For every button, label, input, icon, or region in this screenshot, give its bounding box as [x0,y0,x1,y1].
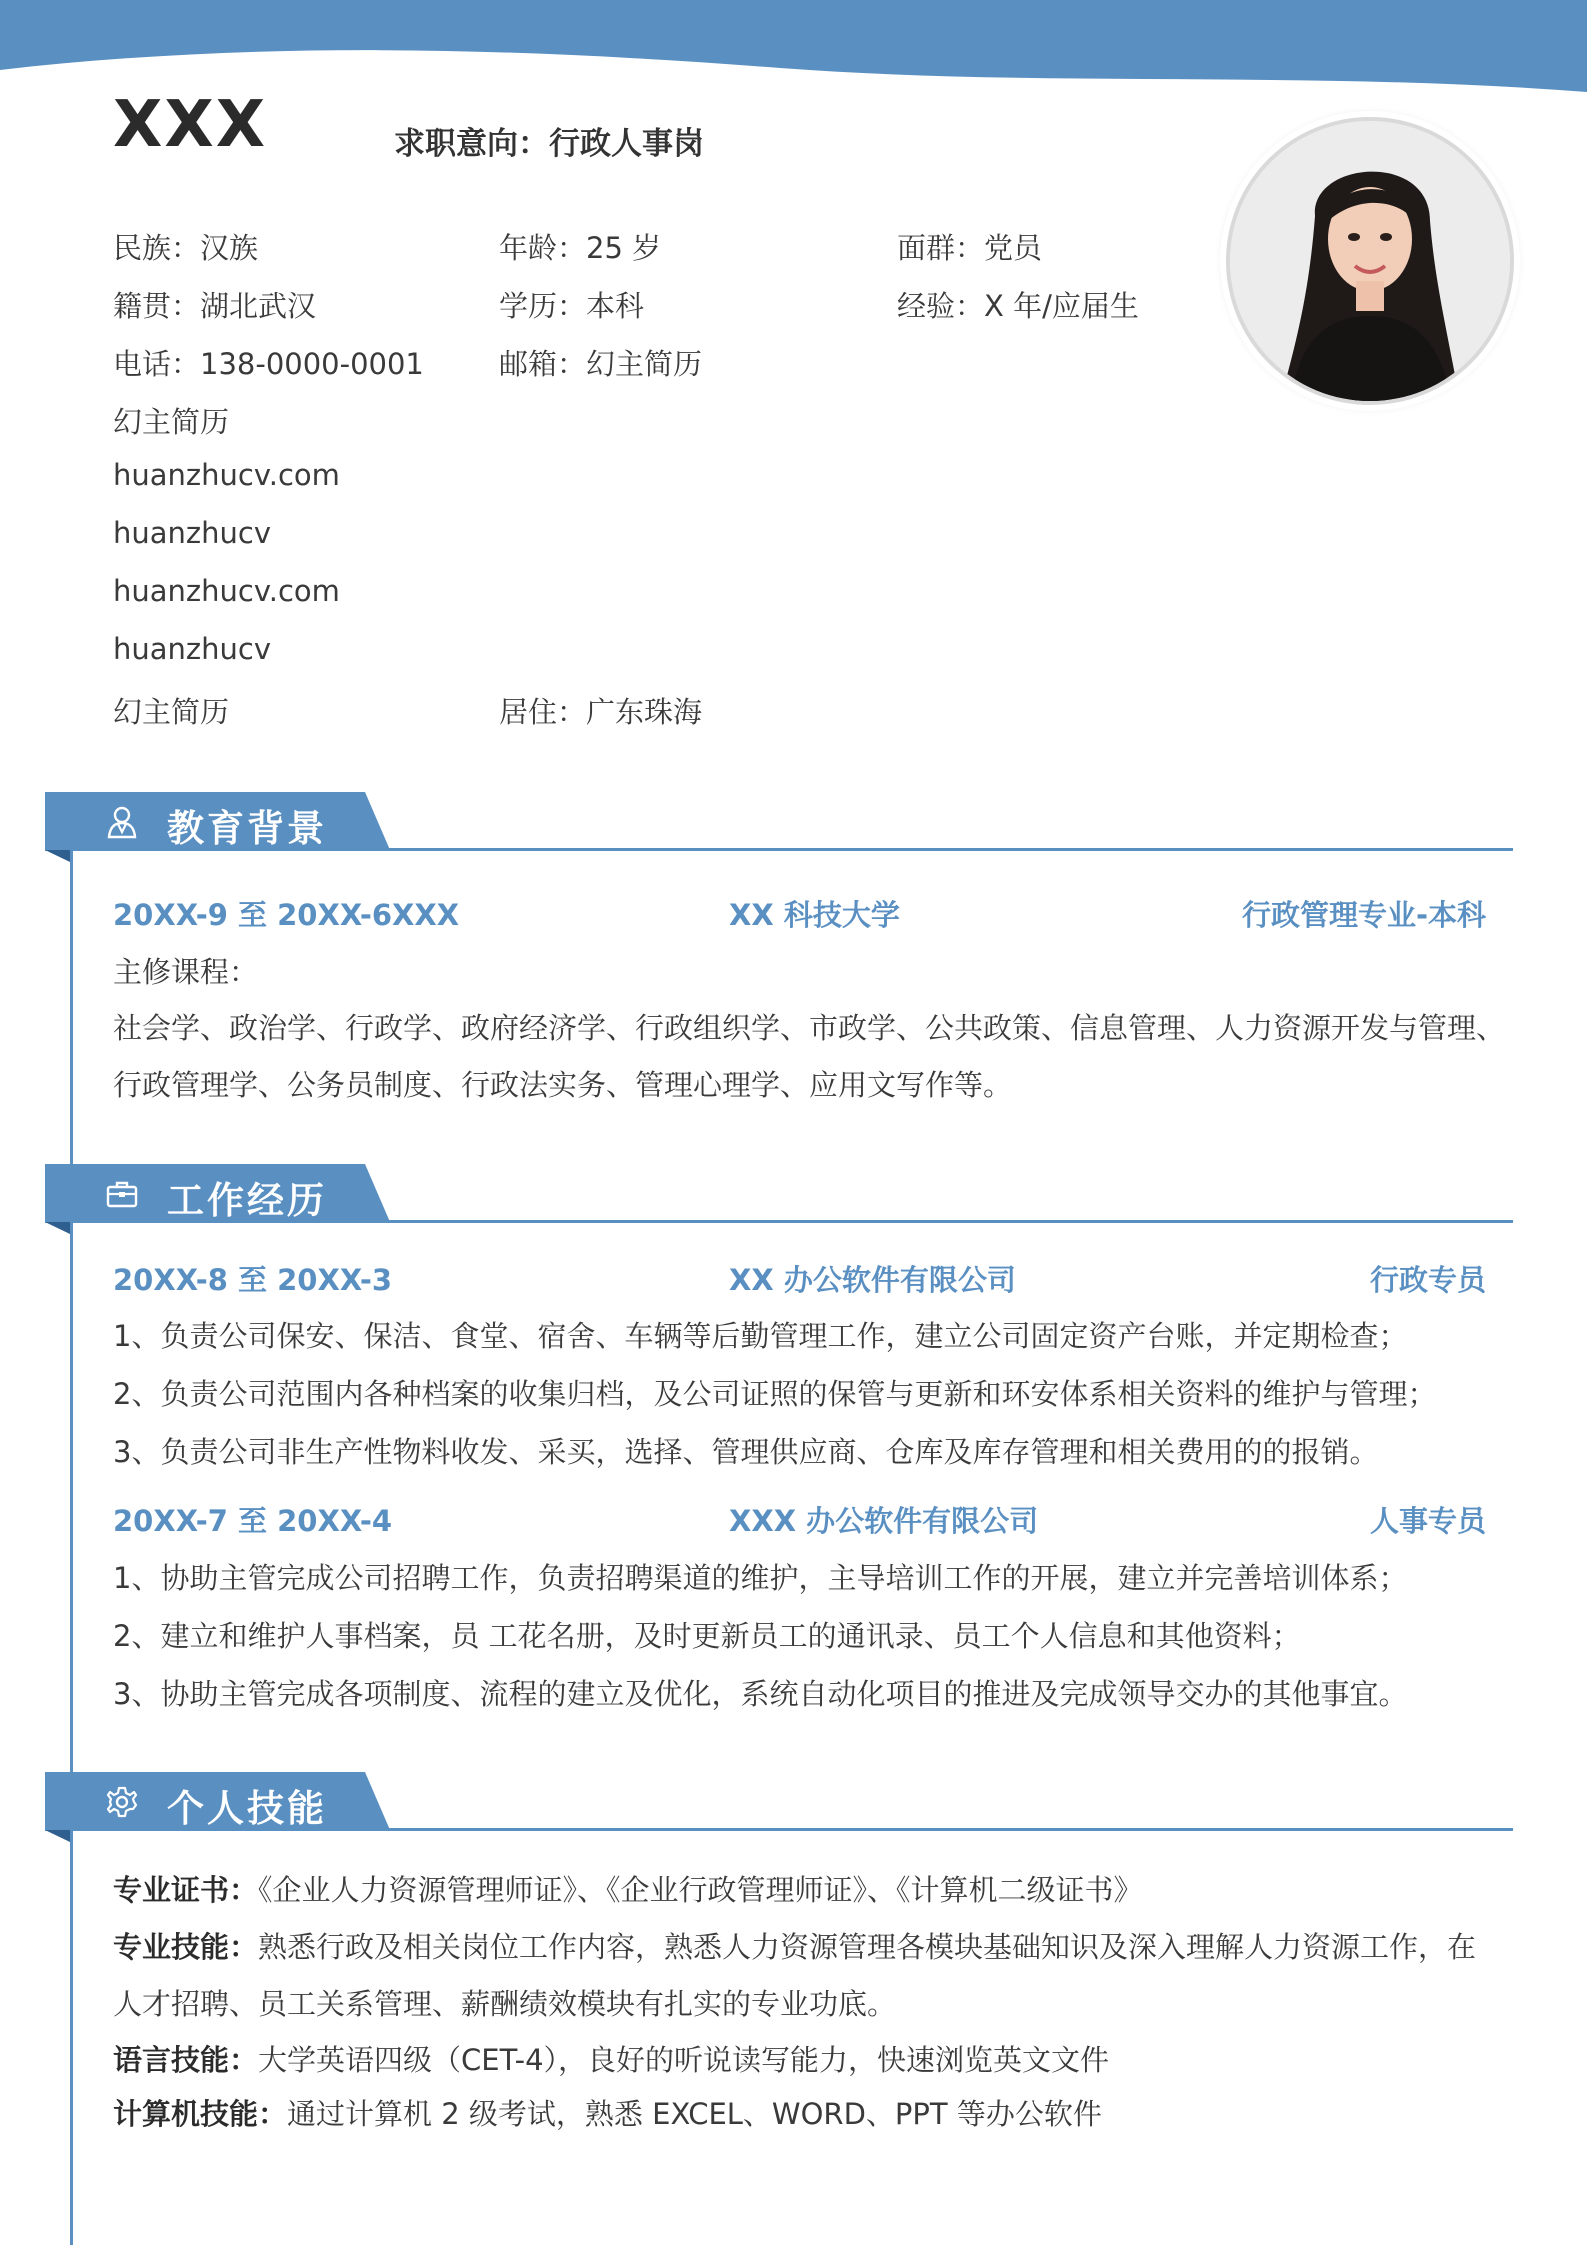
info-residence: 居住：广东珠海 [499,695,703,729]
section-header-work [45,1164,1513,1224]
skill-professional-cont: 人才招聘、员工关系管理、薪酬绩效模块有扎实的专业功底。 [113,1987,897,2021]
job-period: 20XX-8 至 20XX-3 [113,1263,393,1297]
skill-text: 通过计算机 2 级考试，熟悉 EXCEL、WORD、PPT 等办公软件 [287,2097,1102,2131]
info-experience: 经验：X 年/应届生 [897,289,1139,323]
section-fold [45,1830,70,1842]
job-company: XXX 办公软件有限公司 [729,1504,1039,1538]
education-course-label: 主修课程： [113,955,259,989]
job-duty: 2、负责公司范围内各种档案的收集归档，及公司证照的保管与更新和环安体系相关资料的维护与管理； [113,1377,1437,1411]
info-extra-4: huanzhucv.com [113,574,340,608]
section-title-education: 教育背景 [167,807,327,850]
job-period: 20XX-7 至 20XX-4 [113,1504,393,1538]
job-company: XX 办公软件有限公司 [729,1263,1016,1297]
skill-certificates [113,1868,1493,1909]
job-duty: 1、协助主管完成公司招聘工作，负责招聘渠道的维护，主导培训工作的开展，建立并完善培训体系； [113,1561,1408,1595]
job-duty: 2、建立和维护人事档案，员 工花名册，及时更新员工的通讯录、员工个人信息和其他资料； [113,1619,1301,1653]
skill-label: 计算机技能： [113,2097,288,2131]
info-hometown: 籍贯：湖北武汉 [113,289,317,323]
info-email: 邮箱：幻主简历 [499,347,703,381]
education-courses-line-2: 行政管理学、公务员制度、行政法实务、管理心理学、应用文写作等。 [113,1068,1013,1102]
info-ethnicity: 民族：汉族 [113,231,259,265]
job-row [113,1258,1486,1298]
briefcase-icon [105,1177,139,1211]
person-badge-icon [105,805,139,839]
info-political-status: 面群：党员 [897,231,1043,265]
skill-text: 《企业人力资源管理师证》、《企业行政管理师证》、《计算机二级证书》 [258,1873,1143,1907]
gear-icon [105,1785,139,1819]
info-extra-5: huanzhucv [113,632,271,666]
section-fold [45,1222,70,1234]
job-duty: 3、协助主管完成各项制度、流程的建立及优化，系统自动化项目的推进及完成领导交办的其他事宜。 [113,1677,1408,1711]
section-header-skills [45,1772,1513,1832]
section-header-education [45,792,1513,852]
skill-language [113,2038,1493,2079]
education-row [113,893,1486,933]
info-age: 年龄：25 岁 [499,231,662,265]
skill-computer [113,2092,1493,2133]
info-extra-3: huanzhucv [113,516,271,550]
info-extra-1: 幻主简历 [113,405,230,439]
section-title-skills: 个人技能 [167,1787,327,1830]
skill-text: 熟悉行政及相关岗位工作内容，熟悉人力资源管理各模块基础知识及深入理解人力资源工作，在 [258,1930,1477,1964]
skill-label: 专业技能： [113,1930,259,1964]
education-school: XX 科技大学 [729,898,900,932]
info-extra-6: 幻主简历 [113,695,230,729]
education-period: 20XX-9 至 20XX-6XXX [113,898,460,932]
job-duty: 1、负责公司保安、保洁、食堂、宿舍、车辆等后勤管理工作，建立公司固定资产台账，并定期检查； [113,1319,1408,1353]
candidate-name: XXX [113,88,268,162]
section-title-work: 工作经历 [167,1179,327,1222]
info-education: 学历：本科 [499,289,645,323]
job-intent: 求职意向：行政人事岗 [394,126,704,162]
education-courses-line-1: 社会学、政治学、行政学、政府经济学、行政组织学、市政学、公共政策、信息管理、人力资源开发与管理、 [113,1011,1506,1045]
skill-professional [113,1925,1493,1966]
education-major: 行政管理专业-本科 [1241,898,1486,932]
skill-text: 大学英语四级（CET-4），良好的听说读写能力，快速浏览英文文件 [258,2043,1110,2077]
job-position: 人事专员 [1369,1504,1486,1538]
skill-label: 专业证书： [113,1873,259,1907]
timeline-line [70,842,73,2245]
job-position: 行政专员 [1369,1263,1486,1297]
avatar [1226,117,1514,405]
avatar-portrait [1230,121,1510,401]
job-duty: 3、负责公司非生产性物料收发、采买，选择、管理供应商、仓库及库存管理和相关费用的的报销。 [113,1435,1379,1469]
info-extra-2: huanzhucv.com [113,458,340,492]
skill-label: 语言技能： [113,2043,259,2077]
job-row [113,1499,1486,1539]
info-phone: 电话：138-0000-0001 [113,347,424,381]
section-fold [45,850,70,862]
